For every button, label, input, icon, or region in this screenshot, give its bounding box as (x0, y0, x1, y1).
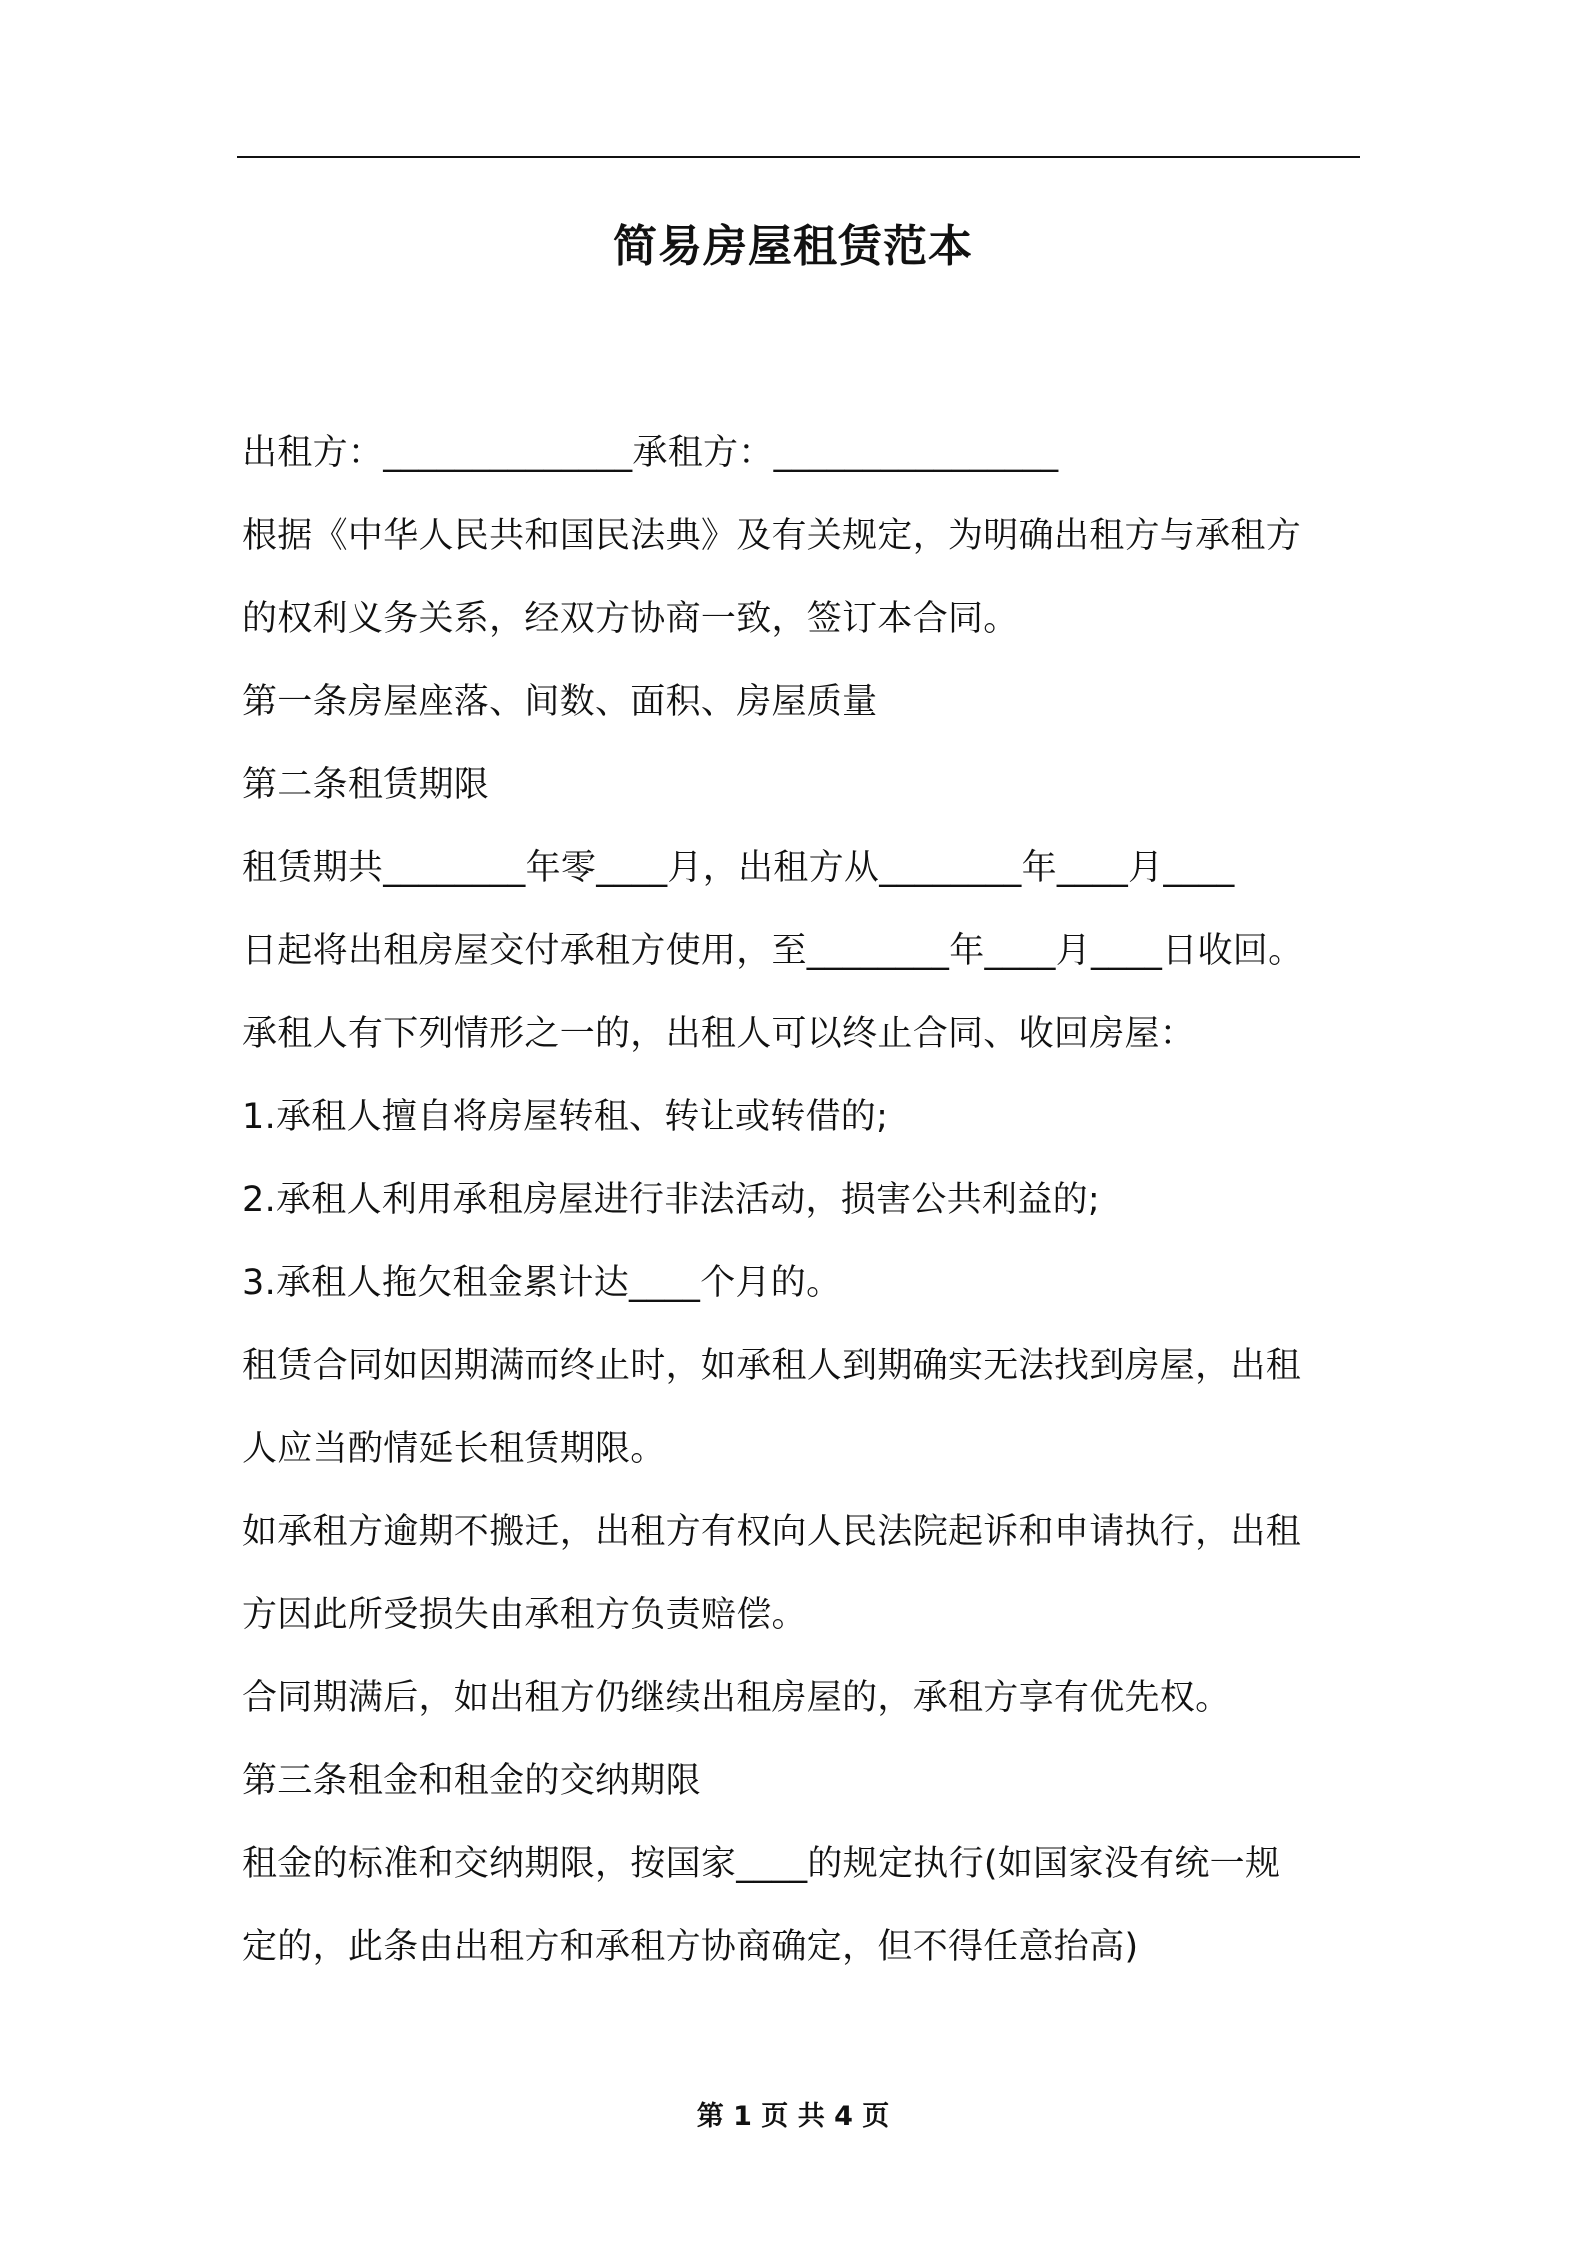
document-title: 简易房屋租赁范本 (613, 221, 973, 272)
expiry-clause-line-1: 租赁合同如因期满而终止时，如承租人到期确实无法找到房屋，出租 (242, 1346, 1302, 1386)
document-body (242, 412, 1366, 1989)
parties-line: 出租方：______________承租方：________________ (242, 433, 1059, 473)
overdue-clause-line-2: 方因此所受损失由承租方负责赔偿。 (242, 1595, 807, 1635)
termination-item-2: 2.承租人利用承租房屋进行非法活动，损害公共利益的; (242, 1180, 1100, 1220)
lease-term-line-1: 租赁期共________年零____月，出租方从________年____月____ (242, 848, 1235, 888)
rent-clause-line-2: 定的，此条由出租方和承租方协商确定，但不得任意抬高) (242, 1927, 1139, 1967)
priority-clause: 合同期满后，如出租方仍继续出租房屋的，承租方享有优先权。 (242, 1678, 1231, 1718)
lease-term-line-2: 日起将出租房屋交付承租方使用，至________年____月____日收回。 (242, 931, 1304, 971)
termination-intro: 承租人有下列情形之一的，出租人可以终止合同、收回房屋： (242, 1014, 1196, 1054)
rent-clause-line-1: 租金的标准和交纳期限，按国家____的规定执行(如国家没有统一规 (242, 1844, 1281, 1884)
page-number-footer: 第 1 页 共 4 页 (696, 2101, 890, 2132)
preamble-line-1: 根据《中华人民共和国民法典》及有关规定，为明确出租方与承租方 (242, 516, 1302, 556)
article-1-heading: 第一条房屋座落、间数、面积、房屋质量 (242, 682, 878, 722)
termination-item-3: 3.承租人拖欠租金累计达____个月的。 (242, 1263, 842, 1303)
header-rule (237, 156, 1360, 158)
termination-item-1: 1.承租人擅自将房屋转租、转让或转借的; (242, 1097, 889, 1137)
overdue-clause-line-1: 如承租方逾期不搬迁，出租方有权向人民法院起诉和申请执行，出租 (242, 1512, 1302, 1552)
article-3-heading: 第三条租金和租金的交纳期限 (242, 1761, 701, 1801)
article-2-heading: 第二条租赁期限 (242, 765, 490, 805)
preamble-line-2: 的权利义务关系，经双方协商一致，签订本合同。 (242, 599, 1019, 639)
expiry-clause-line-2: 人应当酌情延长租赁期限。 (242, 1429, 666, 1469)
